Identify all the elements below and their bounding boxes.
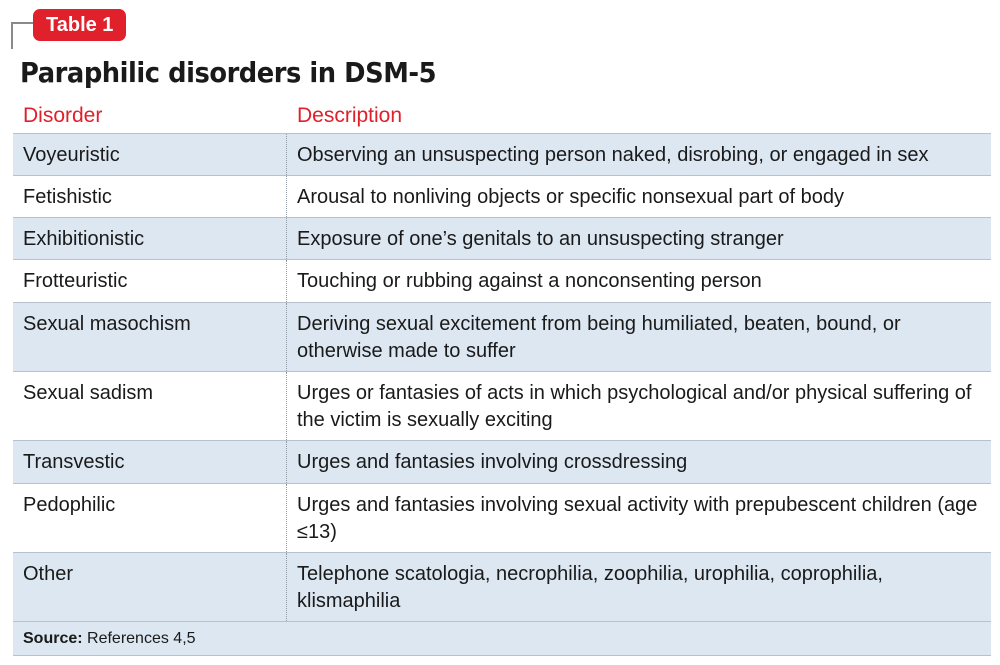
disorder-cell: Transvestic xyxy=(13,441,287,483)
description-cell: Urges or fantasies of acts in which psychological and/or physical suffering of the victim is sexually exciting xyxy=(297,382,972,431)
description-cell: Arousal to nonliving objects or specific nonsexual part of body xyxy=(297,186,844,208)
description-cell: Telephone scatologia, necrophilia, zoophilia, urophilia, coprophilia, klismaphilia xyxy=(297,563,883,612)
table-number-badge: Table 1 xyxy=(33,9,126,41)
disorder-cell: Sexual sadism xyxy=(13,372,287,440)
description-cell: Deriving sexual excitement from being humiliated, beaten, bound, or otherwise made to suffer xyxy=(297,313,901,362)
disorder-cell: Exhibitionistic xyxy=(13,218,287,259)
description-cell: Urges and fantasies involving sexual activity with prepubescent children (age ≤13) xyxy=(297,494,978,543)
disorder-cell: Voyeuristic xyxy=(13,134,287,175)
description-cell: Touching or rubbing against a nonconsenting person xyxy=(297,270,762,292)
description-cell: Observing an unsuspecting person naked, disrobing, or engaged in sex xyxy=(297,144,929,166)
table-row xyxy=(13,441,991,484)
disorder-cell: Other xyxy=(13,553,287,621)
source-label: Source: xyxy=(23,630,83,647)
header-disorder: Disorder xyxy=(23,103,103,127)
description-cell: Exposure of one’s genitals to an unsuspecting stranger xyxy=(297,228,784,250)
disorder-cell: Frotteuristic xyxy=(13,260,287,302)
disorder-cell: Sexual masochism xyxy=(13,303,287,371)
source-text: References 4,5 xyxy=(87,630,196,647)
table-row xyxy=(13,134,991,176)
table-row xyxy=(13,303,991,372)
table-row xyxy=(13,260,991,303)
table-row xyxy=(13,484,991,553)
table-title: Paraphilic disorders in DSM-5 xyxy=(20,56,437,89)
source-note xyxy=(13,622,991,656)
table-row xyxy=(13,553,991,622)
disorder-cell: Pedophilic xyxy=(13,484,287,552)
table-row xyxy=(13,176,991,218)
table-row xyxy=(13,372,991,441)
table-row xyxy=(13,218,991,260)
header-description: Description xyxy=(297,103,403,127)
table-header xyxy=(13,98,991,134)
description-cell: Urges and fantasies involving crossdressing xyxy=(297,451,688,473)
disorders-table xyxy=(13,98,991,656)
disorder-cell: Fetishistic xyxy=(13,176,287,217)
